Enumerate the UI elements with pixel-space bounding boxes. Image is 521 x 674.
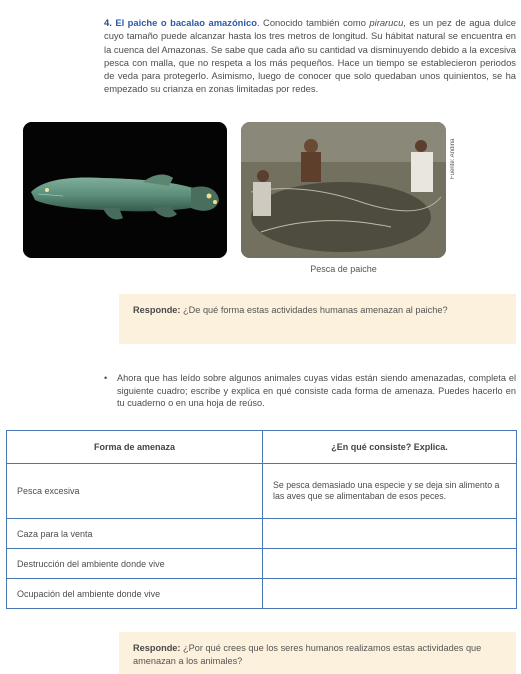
threat-cell: Pesca excesiva: [7, 464, 263, 519]
responde-box-1: [119, 294, 516, 344]
table-header-row: [7, 431, 517, 464]
threats-table: [6, 430, 517, 609]
explanation-cell[interactable]: [263, 579, 517, 609]
instruction-text: Ahora que has leído sobre algunos animales cuyas vidas están siendo amenazadas, completa el siguiente cuadro; escribe y explica en qué consiste cada forma de amenaza. Puedes hacerlo en tu cuaderno o en una hoja de reúso.: [117, 373, 516, 409]
responde-question: ¿De qué forma estas actividades humanas amenazan al paiche?: [180, 305, 448, 315]
fishing-photo: [241, 122, 446, 258]
explanation-cell[interactable]: [263, 549, 517, 579]
table-row: [7, 464, 517, 519]
activity-number: 4.: [104, 17, 112, 29]
activity-text-a: . Conocido también como: [256, 17, 370, 29]
activity-text-b: , es un pez de agua dulce cuyo tamaño puede alcanzar hasta los tres metros de longitud. Su hábitat natural se encuentra en la cuenca del Amazonas. Se sabe que cada año su cantidad va disminuyendo debido a la excesiva pesca con malla, que no respeta a los más pequeños. Hace un tiempo se establecieron periodos de veda para protegerlo. Asimismo, luego de conocer que solo quedaban unos quinientos, se ha empezado su crianza en zonas limitadas por redes.: [104, 17, 516, 94]
header-threat: Forma de amenaza: [7, 431, 263, 464]
table-row: [7, 579, 517, 609]
activity-paragraph: [104, 16, 516, 95]
activity-text-italic: pirarucu: [369, 17, 404, 29]
activity-title: El paiche o bacalao amazónico: [115, 17, 257, 29]
header-explanation: ¿En qué consiste? Explica.: [263, 431, 517, 464]
bullet-icon: •: [104, 373, 108, 383]
explanation-cell[interactable]: [263, 464, 517, 519]
table-row: [7, 519, 517, 549]
responde-label: Responde:: [133, 305, 181, 315]
responde-label: Responde:: [133, 643, 181, 653]
threat-cell: Destrucción del ambiente donde vive: [7, 549, 263, 579]
table-row: [7, 549, 517, 579]
responde-box-2: [119, 632, 516, 674]
paiche-fish-image: [23, 122, 227, 258]
explanation-text: Se pesca demasiado una especie y se deja sin alimento a las aves que se alimentaban de esos peces.: [273, 480, 500, 501]
threat-cell: Caza para la venta: [7, 519, 263, 549]
responde-question: ¿Por qué crees que los seres humanos realizamos estas actividades que amenazan a los animales?: [133, 643, 482, 666]
explanation-cell[interactable]: [263, 519, 517, 549]
threat-cell: Ocupación del ambiente donde vive: [7, 579, 263, 609]
instruction-bullet: [104, 372, 516, 410]
photo-credit: Fuente: Andina: [450, 138, 456, 179]
photo-caption: Pesca de paiche: [310, 264, 377, 274]
